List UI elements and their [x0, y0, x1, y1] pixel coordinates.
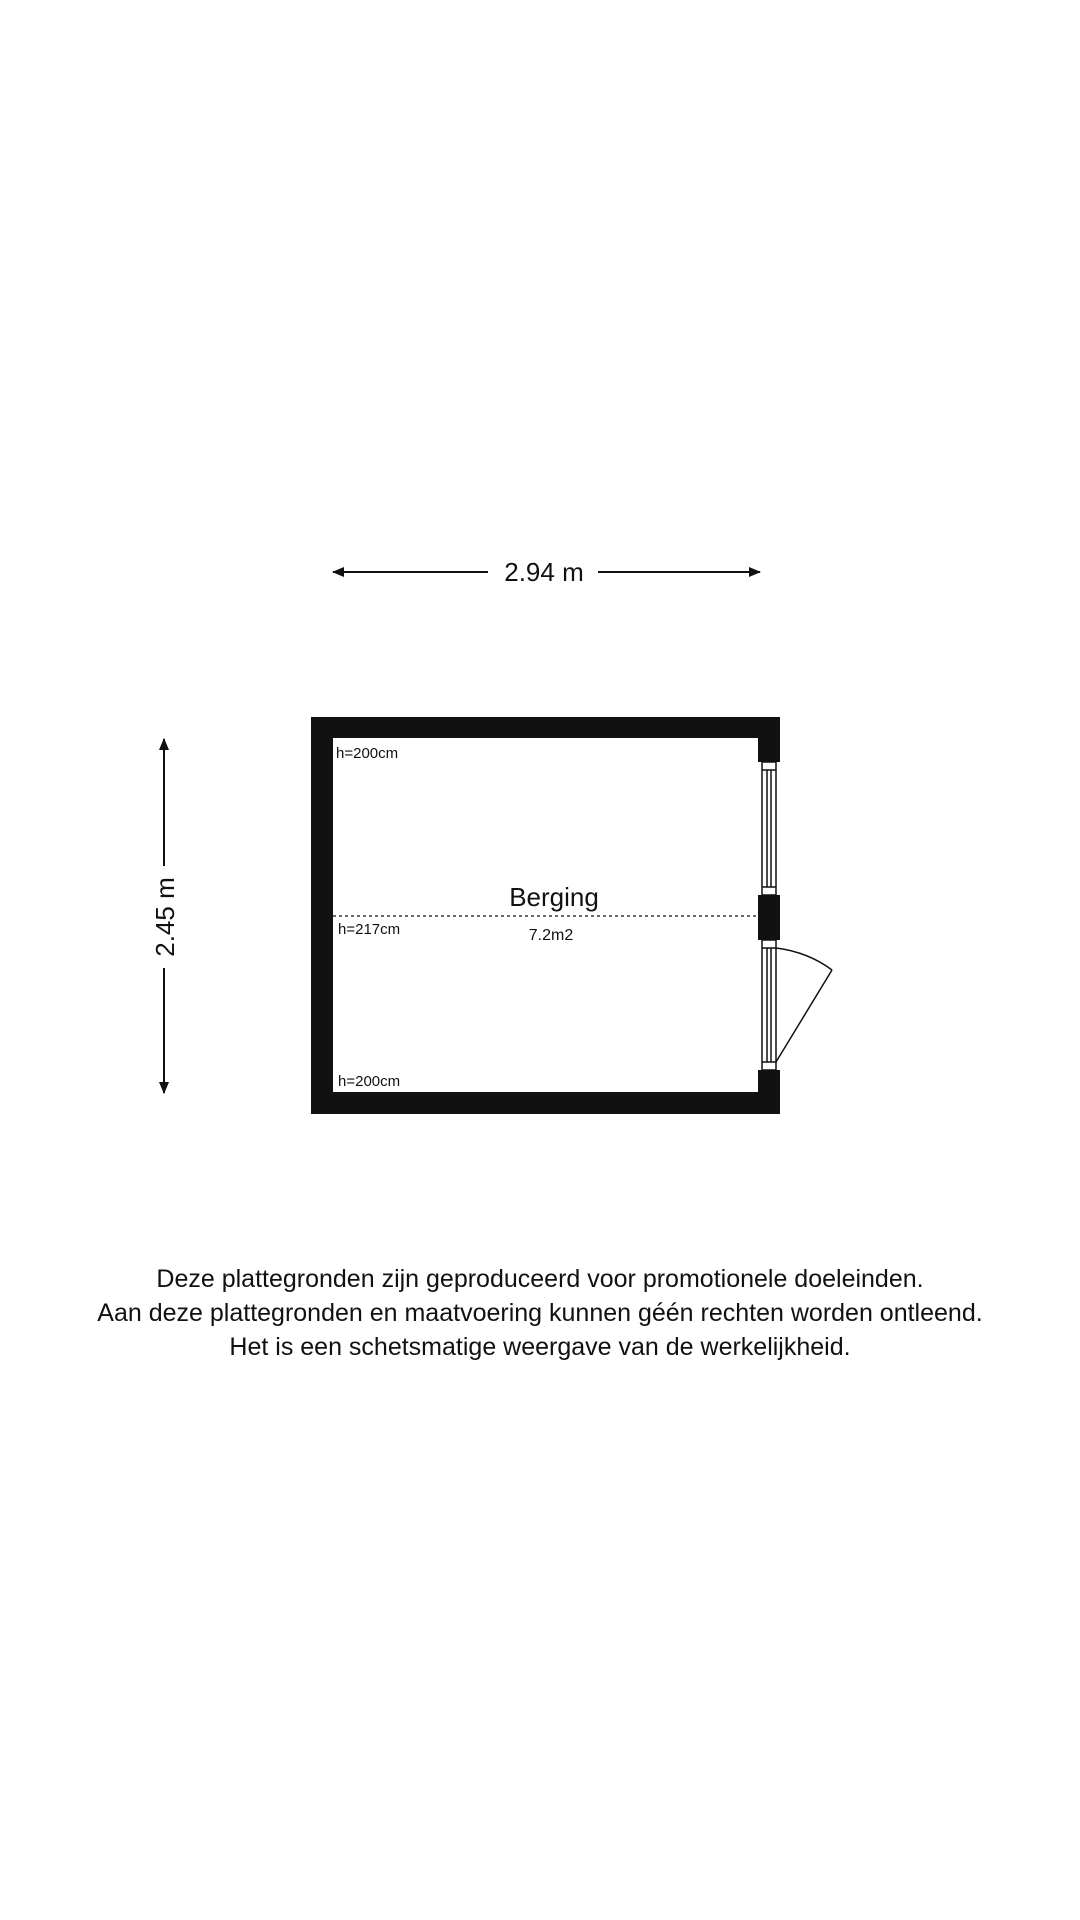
wall-right-top-segment: [758, 717, 780, 762]
wall-bottom: [311, 1092, 780, 1114]
height-label-top: h=200cm: [336, 745, 399, 762]
window: [762, 762, 776, 895]
room-area: 7.2m2: [528, 927, 574, 944]
door: [762, 940, 832, 1070]
height-dimension-label: 2.45 m: [150, 877, 180, 957]
disclaimer-line: Het is een schetsmatige weergave van de werkelijkheid.: [229, 1333, 851, 1361]
disclaimer: [0, 1262, 1080, 1364]
door-leaf: [776, 970, 832, 1062]
height-label-middle: h=217cm: [338, 921, 401, 938]
height-label-bottom: h=200cm: [338, 1073, 401, 1090]
door-frame: [762, 940, 776, 1070]
disclaimer-line: Aan deze plattegronden en maatvoering kunnen géén rechten worden ontleend.: [97, 1299, 983, 1327]
width-dimension-label: 2.94 m: [504, 557, 584, 587]
disclaimer-line: Deze plattegronden zijn geproduceerd voor promotionele doeleinden.: [156, 1265, 924, 1293]
wall-right-middle-segment: [758, 895, 780, 940]
door-swing-arc: [776, 948, 832, 970]
wall-left: [311, 717, 333, 1114]
window-frame: [762, 762, 776, 895]
room-name: Berging: [509, 882, 599, 912]
height-dimension: [150, 739, 180, 1093]
wall-right-bottom-segment: [758, 1070, 780, 1114]
wall-top: [311, 717, 780, 738]
width-dimension: [333, 557, 760, 587]
